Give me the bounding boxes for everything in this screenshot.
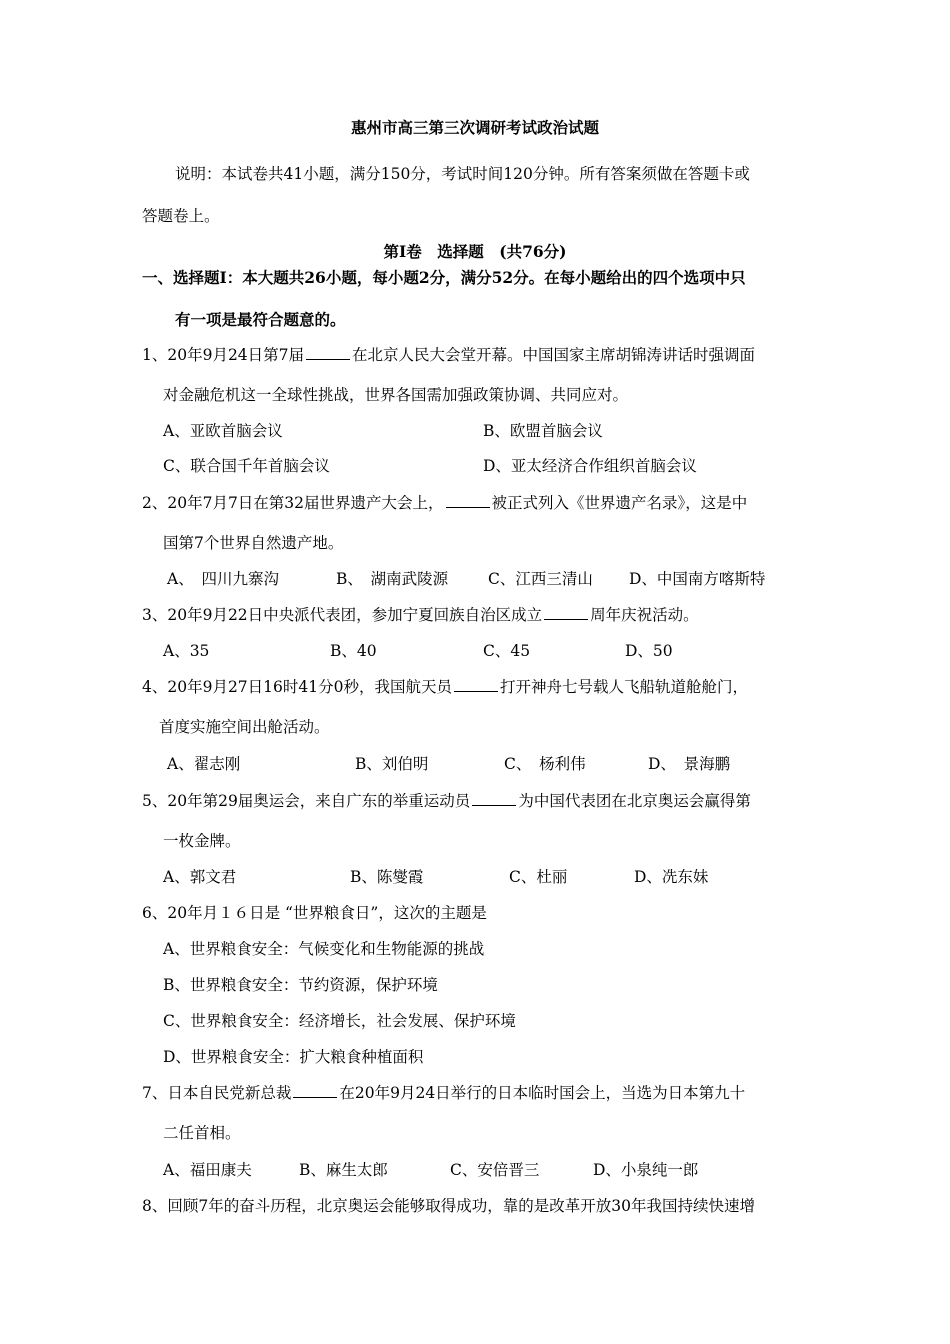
question-4-stem-line-2: 首度实施空间出舱活动。 xyxy=(159,718,330,736)
answer-blank xyxy=(293,1083,337,1098)
section1-line-2: 有一项是最符合题意的。 xyxy=(175,310,346,329)
question-7-option-b: B、麻生太郎 xyxy=(299,1161,388,1179)
question-1-stem-line-2: 对金融危机这一全球性挑战，世界各国需加强政策协调、共同应对。 xyxy=(163,386,629,404)
question-2-option-d: D、中国南方喀斯特 xyxy=(629,570,766,588)
question-1-option-c: C、联合国千年首脑会议 xyxy=(163,457,330,475)
question-6-option-a: A、世界粮食安全：气候变化和生物能源的挑战 xyxy=(163,940,485,958)
question-4-option-d: D、 景海鹏 xyxy=(648,755,731,773)
question-5-option-b: B、陈燮霞 xyxy=(350,868,424,886)
question-7-stem xyxy=(142,1083,745,1103)
answer-blank xyxy=(544,605,588,620)
answer-blank xyxy=(306,345,350,360)
question-3-option-b: B、40 xyxy=(330,642,377,660)
answer-blank xyxy=(472,791,516,806)
question-4-option-c: C、 杨利伟 xyxy=(504,755,586,773)
question-2-option-a: A、 四川九寨沟 xyxy=(167,570,279,588)
question-5-stem-a: 5、20年第29届奥运会，来自广东的举重运动员 xyxy=(142,792,471,810)
question-5-stem-b: 为中国代表团在北京奥运会赢得第 xyxy=(518,792,751,810)
question-1-stem-a: 1、20年9月24日第7届 xyxy=(142,346,305,364)
question-6-option-d: D、世界粮食安全：扩大粮食种植面积 xyxy=(163,1048,424,1066)
question-3-option-a: A、35 xyxy=(163,642,210,660)
instructions-line-2: 答题卷上。 xyxy=(142,207,220,225)
section1-line-1: 一、选择题Ⅰ：本大题共26小题，每小题2分，满分52分。在每小题给出的四个选项中只 xyxy=(142,268,746,287)
question-6-option-b: B、世界粮食安全：节约资源，保护环境 xyxy=(163,976,438,994)
question-7-option-d: D、小泉纯一郎 xyxy=(593,1161,699,1179)
question-3-option-d: D、50 xyxy=(625,642,673,660)
question-8-stem: 8、回顾7年的奋斗历程，北京奥运会能够取得成功，靠的是改革开放30年我国持续快速增 xyxy=(142,1197,755,1215)
question-4-stem-a: 4、20年9月27日16时41分0秒，我国航天员 xyxy=(142,678,452,696)
question-2-stem xyxy=(142,493,747,513)
question-7-stem-line-2: 二任首相。 xyxy=(163,1124,241,1142)
question-1-stem xyxy=(142,345,755,365)
instructions-line-1: 说明：本试卷共41小题，满分150分，考试时间120分钟。所有答案须做在答题卡或 xyxy=(175,165,750,183)
question-6-stem: 6、20年月１６日是 “世界粮食日”，这次的主题是 xyxy=(142,904,487,922)
question-4-stem-b: 打开神舟七号载人飞船轨道舱舱门， xyxy=(499,678,748,696)
question-4-option-b: B、刘伯明 xyxy=(355,755,429,773)
question-5-stem-line-2: 一枚金牌。 xyxy=(163,832,241,850)
question-2-stem-b: 被正式列入《世界遗产名录》，这是中 xyxy=(491,494,748,512)
question-7-option-c: C、安倍晋三 xyxy=(450,1161,540,1179)
question-5-option-c: C、杜丽 xyxy=(509,868,568,886)
answer-blank xyxy=(454,677,498,692)
page-title: 惠州市高三第三次调研考试政治试题 xyxy=(350,118,599,137)
question-3-stem xyxy=(142,605,699,625)
question-1-stem-b: 在北京人民大会堂开幕。中国国家主席胡锦涛讲话时强调面 xyxy=(352,346,756,364)
question-1-option-a: A、亚欧首脑会议 xyxy=(163,422,283,440)
question-7-stem-b: 在20年9月24日举行的日本临时国会上，当选为日本第九十 xyxy=(339,1084,746,1102)
question-3-stem-b: 周年庆祝活动。 xyxy=(590,606,699,624)
question-1-option-d: D、亚太经济合作组织首脑会议 xyxy=(483,457,697,475)
question-4-stem xyxy=(142,677,748,697)
question-5-option-a: A、郭文君 xyxy=(163,868,237,886)
question-4-option-a: A、翟志刚 xyxy=(167,755,241,773)
question-5-stem xyxy=(142,791,751,811)
question-2-stem-line-2: 国第7个世界自然遗产地。 xyxy=(163,534,344,552)
question-7-option-a: A、福田康夫 xyxy=(163,1161,252,1179)
question-7-stem-a: 7、日本自民党新总裁 xyxy=(142,1084,292,1102)
question-3-option-c: C、45 xyxy=(483,642,531,660)
question-2-option-c: C、江西三清山 xyxy=(488,570,593,588)
question-1-option-b: B、欧盟首脑会议 xyxy=(483,422,603,440)
question-5-option-d: D、冼东妹 xyxy=(634,868,709,886)
question-3-stem-a: 3、20年9月22日中央派代表团，参加宁夏回族自治区成立 xyxy=(142,606,543,624)
question-6-option-c: C、世界粮食安全：经济增长，社会发展、保护环境 xyxy=(163,1012,516,1030)
question-2-stem-a: 2、20年7月7日在第32届世界遗产大会上， xyxy=(142,494,444,512)
question-2-option-b: B、 湖南武陵源 xyxy=(336,570,449,588)
answer-blank xyxy=(446,493,490,508)
part1-header: 第Ⅰ卷 选择题 (共76分) xyxy=(383,242,567,261)
